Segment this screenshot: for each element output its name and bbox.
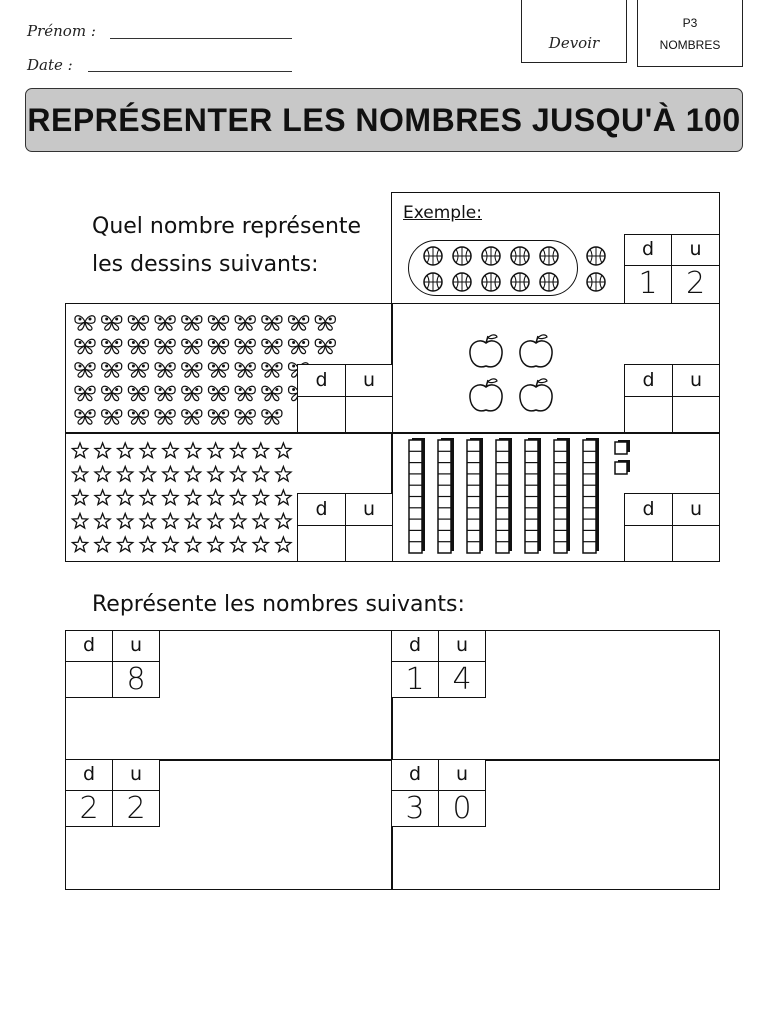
apple-icon [520,335,552,367]
star-icon [231,467,246,481]
butterfly-icon [315,316,335,330]
star-icon [72,537,87,551]
unit-cube-icon [615,440,630,454]
star-icon [253,467,268,481]
devoir-label: Devoir [548,34,600,52]
butterfly-icon [155,339,175,353]
butterfly-icon [289,339,309,353]
ten-rod-icon [409,438,425,553]
apple-icon [470,335,502,367]
answer-u-label: u [362,498,376,520]
example-d-label: d [641,238,655,260]
star-icon [72,514,87,528]
answer-d-label: d [315,369,328,391]
represent-u-label: u [129,763,143,785]
prenom-field[interactable] [110,24,292,39]
star-icon [72,490,87,504]
butterfly-icon [182,410,202,424]
star-icon [276,443,291,457]
star-icon [72,443,87,457]
answer-u-label: u [689,498,703,520]
butterfly-icon [235,316,255,330]
answer-d-cell[interactable] [297,525,346,562]
star-icon [118,467,133,481]
apple-icon [520,379,552,411]
star-icon [163,537,178,551]
example-u-label: u [689,238,702,260]
butterfly-icon [128,363,148,377]
butterfly-icon [102,410,122,424]
butterfly-icon [208,386,228,400]
answer-u-cell[interactable] [345,525,393,562]
level-tab [637,0,743,67]
example-label: Exemple: [403,203,482,223]
butterfly-icon [289,316,309,330]
star-icon [231,490,246,504]
represent-u-label: u [455,763,469,785]
answer-d-cell[interactable] [297,396,346,433]
example-balls [420,244,610,294]
apple-group [462,330,562,415]
star-icon [163,467,178,481]
star-icon [185,490,200,504]
subject-label: NOMBRES [659,38,721,52]
star-icon [208,490,223,504]
represent-units-digit: 8 [126,662,146,697]
butterfly-icon [128,316,148,330]
star-icon [163,514,178,528]
represent-tens-digit: 1 [405,662,425,697]
star-icon [118,514,133,528]
butterfly-icon [102,339,122,353]
ten-rod-icon [525,438,541,553]
butterfly-icon [208,363,228,377]
ten-rod-icon [438,438,454,553]
date-label: Date : [27,56,73,74]
basketball-icon [424,247,442,265]
unit-cube-icon [615,460,630,474]
butterfly-icon [102,386,122,400]
basketball-icon [424,273,442,291]
basketball-icon [587,247,605,265]
ten-rod-icon [467,438,483,553]
represent-d-label: d [82,763,96,785]
represent-d-label: d [82,634,96,656]
butterfly-icon [102,363,122,377]
butterfly-icon [182,363,202,377]
answer-d-label: d [642,498,655,520]
butterfly-icon [155,316,175,330]
answer-u-cell[interactable] [672,525,720,562]
star-icon [231,514,246,528]
butterfly-icon [155,386,175,400]
apple-icon [470,379,502,411]
basketball-icon [587,273,605,291]
basketball-icon [453,247,471,265]
represent-u-label: u [129,634,143,656]
star-icon [95,537,110,551]
star-icon [95,514,110,528]
ten-rod-icon [583,438,599,553]
star-icon [208,443,223,457]
star-icon [231,443,246,457]
butterfly-icon [235,363,255,377]
butterfly-icon [208,316,228,330]
butterfly-icon [75,316,95,330]
star-icon [208,537,223,551]
star-icon [253,490,268,504]
basketball-icon [511,247,529,265]
butterfly-icon [75,386,95,400]
date-field[interactable] [88,57,292,72]
star-icon [95,443,110,457]
represent-units-digit: 0 [452,791,472,826]
butterfly-icon [262,386,282,400]
butterfly-icon [235,339,255,353]
star-icon [253,514,268,528]
star-icon [95,467,110,481]
star-icon [140,490,155,504]
answer-u-cell[interactable] [345,396,393,433]
star-icon [185,537,200,551]
represent-tens-digit: 2 [79,791,99,826]
star-icon [253,537,268,551]
devoir-tab [521,0,627,63]
question-line-1: Quel nombre représente [92,214,362,239]
example-units-digit: 2 [685,266,706,301]
star-group [68,439,298,559]
butterfly-icon [75,363,95,377]
butterfly-icon [128,339,148,353]
ten-rod-icon [496,438,512,553]
star-icon [163,490,178,504]
star-icon [208,467,223,481]
star-icon [95,490,110,504]
level-label: P3 [682,16,698,30]
star-icon [140,443,155,457]
page-title: REPRÉSENTER LES NOMBRES JUSQU'À 100 [25,88,743,152]
star-icon [276,490,291,504]
star-icon [118,537,133,551]
represent-d-cell [65,661,113,698]
example-tens-digit: 1 [638,266,658,301]
answer-u-label: u [362,369,376,391]
butterfly-icon [128,386,148,400]
basketball-icon [540,273,558,291]
answer-u-cell[interactable] [672,396,720,433]
basketball-icon [453,273,471,291]
represent-d-label: d [408,634,422,656]
butterfly-icon [75,339,95,353]
butterfly-icon [128,410,148,424]
basketball-icon [482,273,500,291]
butterfly-icon [182,386,202,400]
star-icon [185,443,200,457]
butterfly-icon [182,339,202,353]
prenom-label: Prénom : [27,22,96,40]
ten-rod-icon [554,438,570,553]
butterfly-icon [208,339,228,353]
basketball-icon [540,247,558,265]
star-icon [253,443,268,457]
star-icon [208,514,223,528]
star-icon [185,467,200,481]
butterfly-icon [262,410,282,424]
represent-units-digit: 2 [126,791,146,826]
represent-units-digit: 4 [452,662,472,697]
star-icon [231,537,246,551]
star-icon [118,490,133,504]
base-ten-blocks [405,436,640,556]
butterfly-icon [75,410,95,424]
star-icon [118,443,133,457]
section2-prompt: Représente les nombres suivants: [92,592,465,617]
represent-u-label: u [455,634,469,656]
butterfly-icon [235,386,255,400]
answer-d-cell[interactable] [624,525,673,562]
butterfly-icon [155,363,175,377]
butterfly-icon [235,410,255,424]
butterfly-icon [155,410,175,424]
star-icon [163,443,178,457]
butterfly-icon [208,410,228,424]
star-icon [276,537,291,551]
star-icon [72,467,87,481]
butterfly-icon [315,339,335,353]
represent-tens-digit: 3 [405,791,425,826]
represent-d-label: d [408,763,422,785]
question-line-2: les dessins suivants: [92,252,319,277]
star-icon [276,467,291,481]
answer-d-cell[interactable] [624,396,673,433]
basketball-icon [511,273,529,291]
star-icon [185,514,200,528]
star-icon [140,467,155,481]
answer-d-label: d [315,498,328,520]
butterfly-icon [102,316,122,330]
butterfly-icon [262,363,282,377]
star-icon [276,514,291,528]
answer-d-label: d [642,369,655,391]
basketball-icon [482,247,500,265]
butterfly-icon [262,316,282,330]
butterfly-icon [262,339,282,353]
answer-u-label: u [689,369,703,391]
butterfly-icon [182,316,202,330]
star-icon [140,537,155,551]
star-icon [140,514,155,528]
